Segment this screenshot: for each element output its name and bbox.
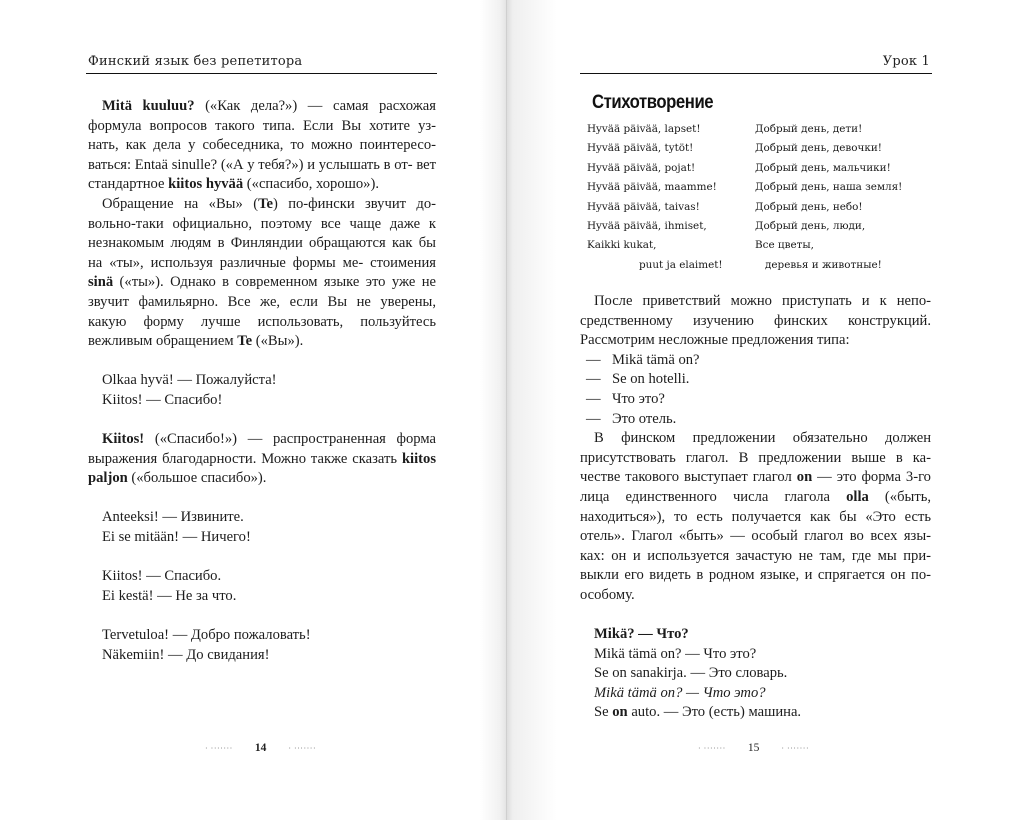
footer-ornament: · ······· (698, 744, 726, 753)
text: ках: он и используется зачастую не там, где мы при- (580, 547, 931, 564)
poem-line (587, 256, 917, 275)
dialog-block-2 (88, 508, 436, 547)
spacer (88, 606, 436, 626)
poem-line (587, 178, 917, 197)
text: средственному изучению финских конструкций. (580, 312, 931, 329)
text: пользуйтесь вежливым обращением (88, 313, 436, 350)
term-sina: sinä (88, 274, 114, 291)
spacer (88, 489, 436, 509)
poem-finnish: Hyvää päivää, tytöt! (587, 142, 694, 155)
example-item (580, 390, 931, 410)
left-body (88, 97, 436, 665)
dialog-line: Anteeksi! — Извините. (102, 509, 244, 526)
paragraph-te (88, 195, 436, 352)
example-item (580, 351, 931, 371)
vocab-line: Mikä tämä on? — Что это? (594, 645, 757, 662)
term-mita-kuuluu: Mitä kuuluu? (102, 98, 195, 114)
text: 3-го лица единственного числа глагола (580, 469, 931, 505)
vocab-block (580, 625, 931, 723)
header-rule-left (86, 73, 437, 74)
right-body (580, 292, 931, 723)
dialog-block-1 (88, 371, 436, 410)
poem-russian: Добрый день, дети! (755, 123, 863, 135)
text: вольно-таки официально, поэтому все чаще даже (88, 215, 421, 232)
poem-russian: Добрый день, мальчики! (755, 161, 891, 174)
poem-finnish: Kaikki kukat, (587, 239, 657, 252)
term-kiitos-paljon: kiitos paljon (88, 450, 436, 487)
text: Обращение на «Вы» ( (102, 195, 259, 212)
dialog-line: Ei se mitään! — Ничего! (102, 529, 251, 546)
term-te: Te (258, 195, 273, 212)
footer-ornament: · ······· (288, 744, 317, 753)
text: ваться: Entaä sinulle? («А у тебя?») и услышать в от- (88, 156, 413, 173)
dash: — (586, 390, 601, 407)
footer-ornament: · ······· (205, 744, 233, 753)
paragraph-kiitos (88, 430, 436, 489)
example-item (580, 370, 931, 390)
dialog-line: Kiitos! — Спасибо! (102, 391, 223, 408)
poem-russian: Добрый день, небо! (755, 200, 863, 213)
poem-russian: деревья и животные! (765, 258, 882, 271)
dialog-line: Näkemiin! — До свидания! (102, 646, 270, 663)
example-list (580, 351, 931, 429)
text: Рассмотрим несложные предложения типа: (580, 332, 850, 349)
poem-title: Стихотворение (592, 92, 714, 113)
dash: — (586, 371, 601, 388)
running-head-left: Финский язык без репетитора (88, 54, 303, 69)
poem (587, 120, 917, 275)
text: В финском предложении обязательно должен (594, 430, 931, 447)
text: («Вы»). (252, 333, 304, 350)
example-item (580, 410, 931, 430)
text: честве такового выступает глагол (580, 469, 797, 486)
dialog-block-4 (88, 626, 436, 665)
term-olla: olla (846, 488, 869, 505)
paragraph-intro (580, 292, 931, 351)
term-on: on (612, 704, 628, 721)
spacer (88, 411, 436, 431)
text: вет стандартное (88, 156, 436, 193)
poem-finnish: Hyvää päivää, maamme! (587, 181, 717, 194)
vocab-line: Se on sanakirja. — Это словарь. (594, 665, 788, 682)
spacer (88, 352, 436, 372)
dash: — (586, 410, 601, 427)
page-footer-left (205, 742, 316, 754)
poem-russian: Добрый день, наша земля! (755, 181, 903, 194)
text: языке это уже не звучит фамильярно. Все же, если (88, 274, 436, 310)
text: Se (594, 704, 613, 721)
poem-russian: Добрый день, девочки! (755, 142, 882, 155)
term-kiitos-hyvaa: kiitos hyvää (168, 176, 244, 193)
text: auto. — Это (есть) машина. (627, 704, 802, 721)
text: стоимения (370, 254, 436, 271)
text: нать, как дела у собеседника, то можно поинтересо- (88, 137, 436, 154)
text: («спасибо, хорошо»). (243, 176, 379, 193)
poem-line (587, 159, 917, 178)
example-text: Se on hotelli. (612, 371, 690, 388)
example-text: Mikä tämä on? (612, 351, 700, 368)
text: присутствовать глагол. В предложении выше в ка- (580, 449, 931, 466)
text: по-особому. (580, 567, 932, 603)
page-number: 14 (254, 742, 267, 754)
poem-finnish: Hyvää päivää, ihmiset, (587, 220, 707, 233)
text: ) по-фински звучит до- (272, 195, 436, 212)
text: — это форма (812, 469, 901, 486)
vocab-line: Mikä tämä on? — Что это? (594, 684, 766, 701)
poem-finnish: Hyvää päivää, taivas! (587, 200, 700, 213)
text: к незнакомым людям в Финляндии обращаются (88, 215, 436, 252)
dialog-line: Kiitos! — Спасибо. (102, 568, 222, 585)
paragraph-mita-kuuluu (88, 97, 436, 195)
dialog-block-3 (88, 567, 436, 606)
dash: — (586, 351, 601, 368)
page-footer-right (698, 742, 809, 754)
poem-russian: Все цветы, (755, 239, 814, 252)
text: («Спасибо!») — распространенная форма (144, 431, 436, 448)
header-rule-right (580, 73, 932, 74)
text: формула вопросов такого типа. Если Вы хотите уз- (88, 117, 436, 134)
spacer (88, 548, 436, 568)
text: Вы не уверены, какую форму лучше использовать, (88, 293, 436, 330)
paragraph-verb (580, 429, 931, 605)
text: выражения благодарности. Можно также сказать (88, 450, 398, 467)
dialog-line: Olkaa hyvä! — Пожалуйста! (102, 372, 277, 389)
poem-line (587, 217, 917, 236)
spacer (580, 606, 931, 626)
running-head-right: Урок 1 (882, 54, 930, 69)
text: («большое спасибо»). (127, 470, 267, 487)
text: («ты»). Однако в современном (113, 274, 318, 291)
footer-ornament: · ······· (781, 744, 810, 753)
example-text: Что это? (612, 390, 665, 407)
vocab-line (580, 703, 931, 723)
text: находиться»), то есть получается как бы «Это есть (580, 508, 931, 525)
poem-line (587, 120, 917, 139)
poem-finnish: Hyvää päivää, lapset! (587, 123, 701, 135)
poem-finnish: puut ja elaimet! (639, 258, 723, 271)
vocab-heading: Mikä? — Что? (594, 626, 689, 643)
poem-line (587, 139, 917, 158)
dialog-line: Tervetuloa! — Добро пожаловать! (102, 627, 311, 644)
poem-finnish: Hyvää päivää, pojat! (587, 161, 696, 174)
poem-russian: Добрый день, люди, (755, 220, 866, 233)
text: отель». Глагол «быть» — особый глагол во всех язы- (580, 528, 931, 545)
dialog-line: Ei kestä! — Не за что. (102, 587, 237, 604)
text: как бы на «ты», используя различные формы ме- (88, 235, 436, 271)
text: («быть, (868, 488, 931, 505)
poem-line (587, 236, 917, 255)
text: выкли его видеть в родном языке, и спрягается он (580, 567, 906, 584)
term-kiitos: Kiitos! (102, 431, 145, 448)
example-text: Это отель. (612, 410, 677, 427)
text: («Как дела?») — самая расхожая (194, 98, 436, 114)
page-number: 15 (747, 742, 760, 754)
text: После приветствий можно приступать и к непо- (594, 293, 931, 309)
term-on: on (796, 469, 813, 486)
poem-line (587, 198, 917, 217)
term-te: Te (237, 333, 253, 350)
